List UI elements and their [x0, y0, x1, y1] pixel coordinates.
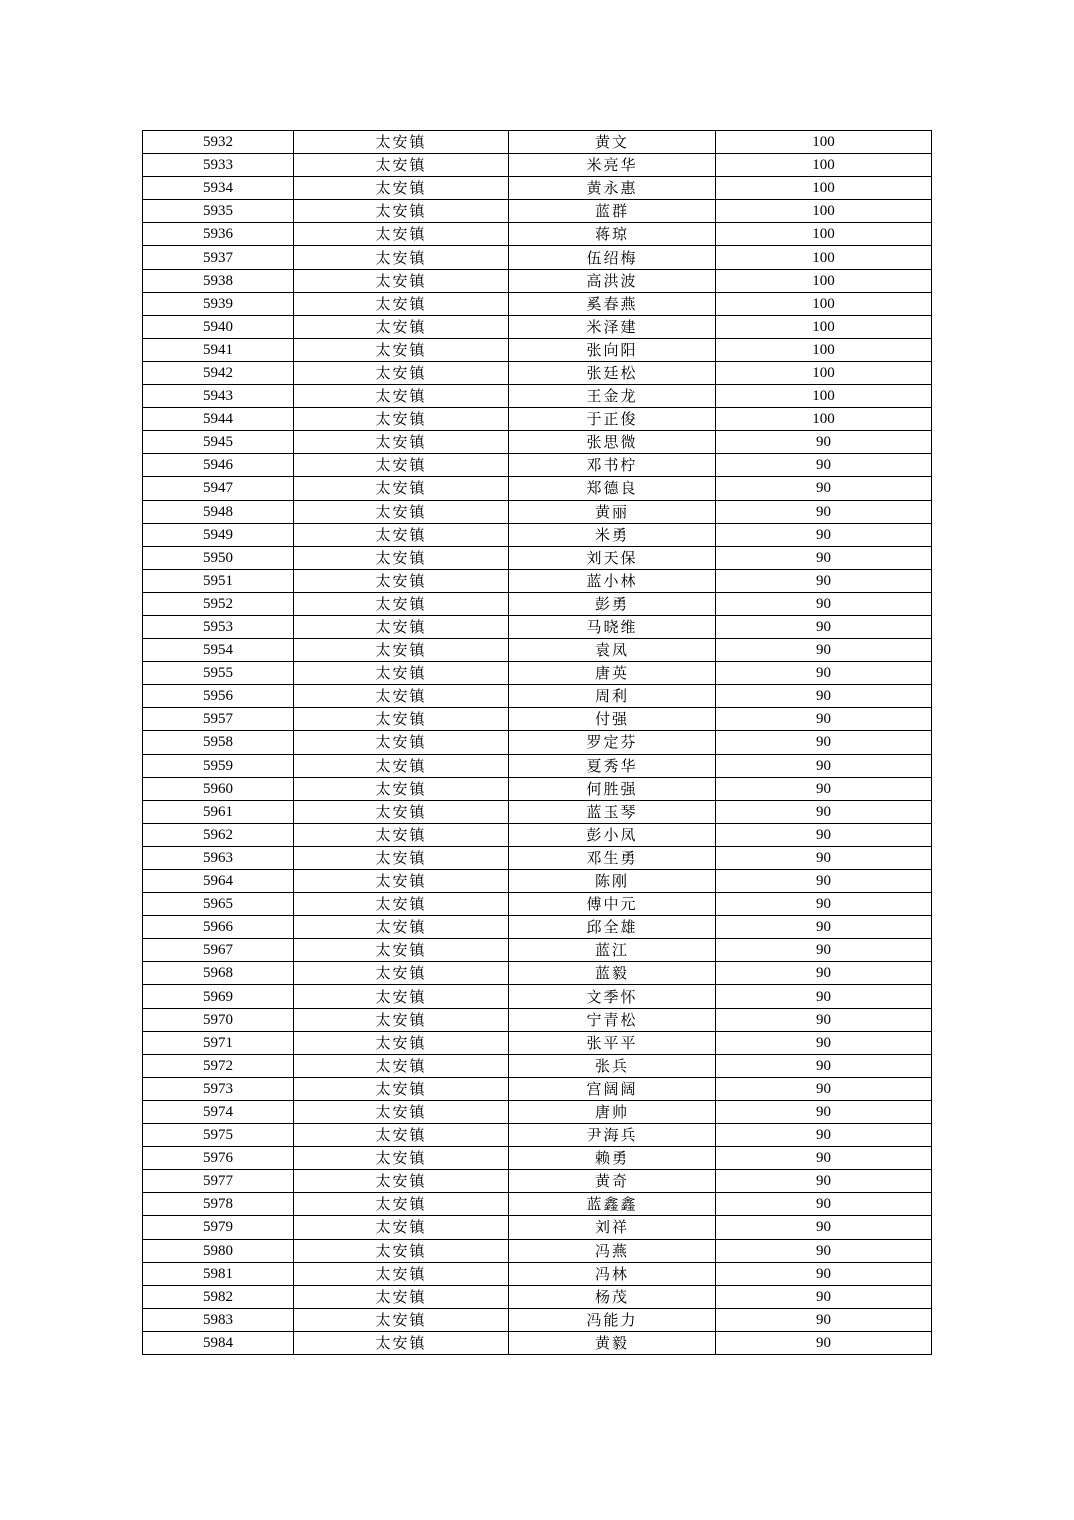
cell-name: 周利: [509, 685, 716, 708]
table-row: [143, 731, 932, 754]
cell-name: 傅中元: [509, 893, 716, 916]
table-row: [143, 246, 932, 269]
table-row: [143, 870, 932, 893]
cell-number: 5933: [143, 154, 294, 177]
cell-town: 太安镇: [294, 846, 509, 869]
table-row: [143, 361, 932, 384]
table-row: [143, 1239, 932, 1262]
cell-town: 太安镇: [294, 1124, 509, 1147]
cell-name: 唐帅: [509, 1100, 716, 1123]
cell-name: 蓝江: [509, 939, 716, 962]
cell-number: 5932: [143, 131, 294, 154]
cell-name: 宫阔阔: [509, 1077, 716, 1100]
cell-number: 5957: [143, 708, 294, 731]
cell-name: 蓝小林: [509, 569, 716, 592]
cell-town: 太安镇: [294, 823, 509, 846]
table-row: [143, 292, 932, 315]
cell-number: 5949: [143, 523, 294, 546]
cell-name: 蓝群: [509, 200, 716, 223]
table-row: [143, 708, 932, 731]
cell-amount: 100: [716, 315, 932, 338]
cell-number: 5959: [143, 754, 294, 777]
table-row: [143, 1170, 932, 1193]
cell-amount: 100: [716, 292, 932, 315]
cell-town: 太安镇: [294, 454, 509, 477]
cell-town: 太安镇: [294, 569, 509, 592]
table-row: [143, 315, 932, 338]
cell-town: 太安镇: [294, 1262, 509, 1285]
table-row: [143, 569, 932, 592]
table-row: [143, 431, 932, 454]
table-row: [143, 177, 932, 200]
cell-number: 5968: [143, 962, 294, 985]
cell-amount: 100: [716, 385, 932, 408]
cell-name: 冯能力: [509, 1308, 716, 1331]
cell-town: 太安镇: [294, 754, 509, 777]
cell-number: 5983: [143, 1308, 294, 1331]
cell-name: 何胜强: [509, 777, 716, 800]
table-row: [143, 962, 932, 985]
table-row: [143, 1147, 932, 1170]
cell-town: 太安镇: [294, 408, 509, 431]
table-row: [143, 685, 932, 708]
cell-name: 张向阳: [509, 338, 716, 361]
cell-town: 太安镇: [294, 1170, 509, 1193]
cell-amount: 90: [716, 1170, 932, 1193]
cell-town: 太安镇: [294, 315, 509, 338]
cell-number: 5937: [143, 246, 294, 269]
cell-amount: 90: [716, 1147, 932, 1170]
cell-amount: 90: [716, 893, 932, 916]
cell-name: 蓝鑫鑫: [509, 1193, 716, 1216]
cell-name: 邓生勇: [509, 846, 716, 869]
cell-number: 5944: [143, 408, 294, 431]
cell-name: 蒋琼: [509, 223, 716, 246]
cell-town: 太安镇: [294, 1054, 509, 1077]
cell-name: 刘天保: [509, 546, 716, 569]
cell-amount: 90: [716, 846, 932, 869]
cell-amount: 100: [716, 154, 932, 177]
cell-number: 5942: [143, 361, 294, 384]
cell-name: 张兵: [509, 1054, 716, 1077]
cell-town: 太安镇: [294, 1008, 509, 1031]
cell-amount: 90: [716, 1262, 932, 1285]
table-row: [143, 985, 932, 1008]
data-table: [142, 130, 932, 1355]
cell-town: 太安镇: [294, 523, 509, 546]
cell-amount: 90: [716, 1193, 932, 1216]
cell-number: 5947: [143, 477, 294, 500]
cell-amount: 90: [716, 523, 932, 546]
table-row: [143, 754, 932, 777]
cell-town: 太安镇: [294, 592, 509, 615]
table-row: [143, 385, 932, 408]
table-body: [143, 131, 932, 1355]
cell-amount: 90: [716, 569, 932, 592]
cell-number: 5960: [143, 777, 294, 800]
table-row: [143, 662, 932, 685]
cell-amount: 100: [716, 223, 932, 246]
cell-name: 马晓维: [509, 615, 716, 638]
cell-name: 奚春燕: [509, 292, 716, 315]
cell-amount: 90: [716, 962, 932, 985]
cell-amount: 90: [716, 1008, 932, 1031]
table-row: [143, 777, 932, 800]
table-row: [143, 1100, 932, 1123]
cell-amount: 90: [716, 1031, 932, 1054]
cell-amount: 100: [716, 338, 932, 361]
table-row: [143, 408, 932, 431]
table-row: [143, 615, 932, 638]
cell-town: 太安镇: [294, 1077, 509, 1100]
table-row: [143, 1193, 932, 1216]
cell-number: 5982: [143, 1285, 294, 1308]
table-row: [143, 1331, 932, 1354]
cell-number: 5981: [143, 1262, 294, 1285]
cell-name: 米勇: [509, 523, 716, 546]
cell-town: 太安镇: [294, 893, 509, 916]
cell-number: 5953: [143, 615, 294, 638]
cell-amount: 90: [716, 731, 932, 754]
cell-amount: 90: [716, 685, 932, 708]
cell-name: 彭小凤: [509, 823, 716, 846]
cell-name: 张廷松: [509, 361, 716, 384]
table-row: [143, 269, 932, 292]
table-row: [143, 823, 932, 846]
cell-amount: 90: [716, 985, 932, 1008]
cell-amount: 90: [716, 1216, 932, 1239]
cell-name: 尹海兵: [509, 1124, 716, 1147]
cell-town: 太安镇: [294, 639, 509, 662]
cell-town: 太安镇: [294, 1331, 509, 1354]
cell-town: 太安镇: [294, 916, 509, 939]
cell-amount: 100: [716, 131, 932, 154]
cell-name: 黄奇: [509, 1170, 716, 1193]
cell-amount: 90: [716, 1124, 932, 1147]
cell-name: 于正俊: [509, 408, 716, 431]
cell-number: 5984: [143, 1331, 294, 1354]
cell-amount: 90: [716, 1331, 932, 1354]
cell-amount: 90: [716, 800, 932, 823]
cell-name: 文季怀: [509, 985, 716, 1008]
table-row: [143, 1008, 932, 1031]
table-row: [143, 846, 932, 869]
cell-number: 5943: [143, 385, 294, 408]
table-row: [143, 939, 932, 962]
cell-town: 太安镇: [294, 131, 509, 154]
cell-town: 太安镇: [294, 246, 509, 269]
cell-town: 太安镇: [294, 615, 509, 638]
cell-amount: 90: [716, 477, 932, 500]
cell-name: 蓝玉琴: [509, 800, 716, 823]
cell-town: 太安镇: [294, 962, 509, 985]
cell-amount: 90: [716, 1054, 932, 1077]
cell-name: 赖勇: [509, 1147, 716, 1170]
table-row: [143, 1031, 932, 1054]
cell-number: 5936: [143, 223, 294, 246]
cell-number: 5958: [143, 731, 294, 754]
table-row: [143, 200, 932, 223]
table-row: [143, 1285, 932, 1308]
cell-number: 5974: [143, 1100, 294, 1123]
table-row: [143, 592, 932, 615]
cell-name: 宁青松: [509, 1008, 716, 1031]
cell-number: 5956: [143, 685, 294, 708]
table-row: [143, 546, 932, 569]
table-row: [143, 477, 932, 500]
cell-amount: 90: [716, 1308, 932, 1331]
cell-town: 太安镇: [294, 870, 509, 893]
cell-amount: 90: [716, 1285, 932, 1308]
cell-amount: 90: [716, 615, 932, 638]
cell-name: 黄丽: [509, 500, 716, 523]
table-row: [143, 1054, 932, 1077]
cell-number: 5979: [143, 1216, 294, 1239]
table-row: [143, 338, 932, 361]
cell-amount: 90: [716, 431, 932, 454]
table-row: [143, 639, 932, 662]
cell-town: 太安镇: [294, 338, 509, 361]
table-row: [143, 223, 932, 246]
table-row: [143, 800, 932, 823]
cell-town: 太安镇: [294, 939, 509, 962]
table-row: [143, 523, 932, 546]
cell-name: 蓝毅: [509, 962, 716, 985]
cell-amount: 90: [716, 454, 932, 477]
table-row: [143, 1077, 932, 1100]
cell-number: 5967: [143, 939, 294, 962]
cell-number: 5950: [143, 546, 294, 569]
cell-number: 5938: [143, 269, 294, 292]
cell-name: 邓书柠: [509, 454, 716, 477]
cell-name: 黄文: [509, 131, 716, 154]
cell-amount: 90: [716, 662, 932, 685]
cell-amount: 100: [716, 269, 932, 292]
cell-number: 5965: [143, 893, 294, 916]
cell-town: 太安镇: [294, 777, 509, 800]
cell-name: 彭勇: [509, 592, 716, 615]
cell-town: 太安镇: [294, 269, 509, 292]
cell-town: 太安镇: [294, 431, 509, 454]
table-row: [143, 131, 932, 154]
cell-number: 5977: [143, 1170, 294, 1193]
cell-name: 伍绍梅: [509, 246, 716, 269]
cell-number: 5971: [143, 1031, 294, 1054]
cell-name: 杨茂: [509, 1285, 716, 1308]
cell-town: 太安镇: [294, 731, 509, 754]
cell-amount: 100: [716, 177, 932, 200]
cell-number: 5946: [143, 454, 294, 477]
cell-name: 冯林: [509, 1262, 716, 1285]
cell-number: 5969: [143, 985, 294, 1008]
cell-number: 5945: [143, 431, 294, 454]
cell-amount: 90: [716, 592, 932, 615]
cell-town: 太安镇: [294, 708, 509, 731]
cell-number: 5952: [143, 592, 294, 615]
cell-town: 太安镇: [294, 1239, 509, 1262]
cell-number: 5976: [143, 1147, 294, 1170]
cell-number: 5963: [143, 846, 294, 869]
cell-number: 5972: [143, 1054, 294, 1077]
cell-name: 高洪波: [509, 269, 716, 292]
cell-amount: 90: [716, 546, 932, 569]
cell-town: 太安镇: [294, 361, 509, 384]
cell-town: 太安镇: [294, 223, 509, 246]
cell-town: 太安镇: [294, 1308, 509, 1331]
cell-name: 郑德良: [509, 477, 716, 500]
cell-name: 冯燕: [509, 1239, 716, 1262]
cell-town: 太安镇: [294, 1216, 509, 1239]
cell-town: 太安镇: [294, 685, 509, 708]
cell-amount: 90: [716, 639, 932, 662]
cell-number: 5939: [143, 292, 294, 315]
cell-number: 5940: [143, 315, 294, 338]
cell-amount: 100: [716, 361, 932, 384]
cell-name: 邱全雄: [509, 916, 716, 939]
cell-amount: 100: [716, 408, 932, 431]
cell-amount: 90: [716, 754, 932, 777]
cell-amount: 100: [716, 246, 932, 269]
cell-amount: 90: [716, 939, 932, 962]
cell-number: 5935: [143, 200, 294, 223]
table-row: [143, 1216, 932, 1239]
cell-name: 米泽建: [509, 315, 716, 338]
cell-town: 太安镇: [294, 1193, 509, 1216]
cell-town: 太安镇: [294, 1147, 509, 1170]
cell-number: 5941: [143, 338, 294, 361]
cell-amount: 90: [716, 708, 932, 731]
cell-name: 黄毅: [509, 1331, 716, 1354]
cell-name: 罗定芬: [509, 731, 716, 754]
cell-town: 太安镇: [294, 500, 509, 523]
cell-town: 太安镇: [294, 154, 509, 177]
cell-town: 太安镇: [294, 1031, 509, 1054]
cell-town: 太安镇: [294, 662, 509, 685]
cell-town: 太安镇: [294, 1285, 509, 1308]
cell-name: 张思微: [509, 431, 716, 454]
cell-number: 5961: [143, 800, 294, 823]
cell-number: 5980: [143, 1239, 294, 1262]
cell-town: 太安镇: [294, 1100, 509, 1123]
cell-name: 黄永惠: [509, 177, 716, 200]
cell-number: 5975: [143, 1124, 294, 1147]
cell-town: 太安镇: [294, 477, 509, 500]
cell-number: 5973: [143, 1077, 294, 1100]
table-row: [143, 454, 932, 477]
cell-town: 太安镇: [294, 200, 509, 223]
cell-name: 唐英: [509, 662, 716, 685]
cell-amount: 100: [716, 200, 932, 223]
table-row: [143, 154, 932, 177]
cell-amount: 90: [716, 870, 932, 893]
cell-name: 陈刚: [509, 870, 716, 893]
cell-number: 5964: [143, 870, 294, 893]
cell-name: 米亮华: [509, 154, 716, 177]
cell-amount: 90: [716, 823, 932, 846]
cell-town: 太安镇: [294, 385, 509, 408]
cell-town: 太安镇: [294, 546, 509, 569]
table-row: [143, 916, 932, 939]
cell-name: 付强: [509, 708, 716, 731]
cell-amount: 90: [716, 1239, 932, 1262]
cell-amount: 90: [716, 916, 932, 939]
table-row: [143, 1308, 932, 1331]
table-row: [143, 500, 932, 523]
table-row: [143, 1124, 932, 1147]
cell-amount: 90: [716, 1077, 932, 1100]
cell-number: 5962: [143, 823, 294, 846]
cell-name: 刘祥: [509, 1216, 716, 1239]
cell-number: 5948: [143, 500, 294, 523]
cell-town: 太安镇: [294, 800, 509, 823]
table-row: [143, 1262, 932, 1285]
cell-town: 太安镇: [294, 292, 509, 315]
cell-number: 5934: [143, 177, 294, 200]
cell-number: 5954: [143, 639, 294, 662]
cell-town: 太安镇: [294, 985, 509, 1008]
cell-number: 5951: [143, 569, 294, 592]
cell-name: 王金龙: [509, 385, 716, 408]
cell-town: 太安镇: [294, 177, 509, 200]
table-row: [143, 893, 932, 916]
cell-amount: 90: [716, 1100, 932, 1123]
cell-name: 袁凤: [509, 639, 716, 662]
cell-amount: 90: [716, 500, 932, 523]
cell-name: 张平平: [509, 1031, 716, 1054]
cell-amount: 90: [716, 777, 932, 800]
cell-number: 5978: [143, 1193, 294, 1216]
cell-number: 5955: [143, 662, 294, 685]
cell-number: 5966: [143, 916, 294, 939]
cell-number: 5970: [143, 1008, 294, 1031]
cell-name: 夏秀华: [509, 754, 716, 777]
